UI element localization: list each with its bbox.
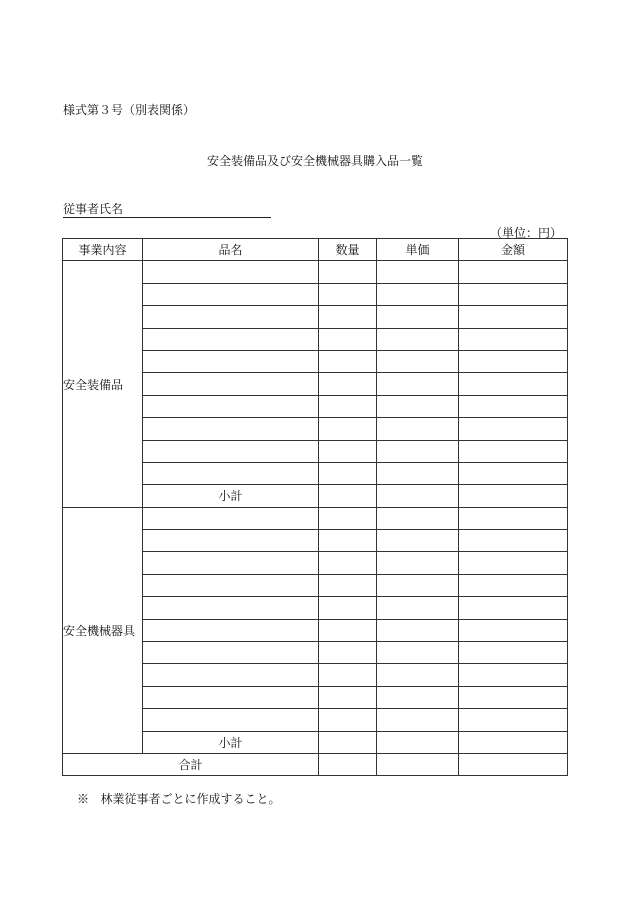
amount-cell[interactable] (459, 642, 568, 664)
quantity-cell[interactable] (319, 686, 377, 708)
quantity-cell[interactable] (319, 462, 377, 484)
purchase-table (62, 238, 568, 776)
unit-note: （単位：円） (489, 226, 562, 240)
subtotal-amount-cell[interactable] (459, 485, 568, 507)
unit-price-cell[interactable] (377, 328, 459, 350)
worker-name-blank[interactable] (123, 200, 271, 218)
header-cell: 事業内容 (63, 239, 143, 261)
category-cell: 安全機械器具 (63, 507, 143, 753)
amount-cell[interactable] (459, 328, 568, 350)
table-row (63, 507, 568, 529)
quantity-cell[interactable] (319, 597, 377, 619)
quantity-cell[interactable] (319, 709, 377, 731)
amount-cell[interactable] (459, 709, 568, 731)
unit-price-cell[interactable] (377, 373, 459, 395)
amount-cell[interactable] (459, 261, 568, 283)
document-title: 安全装備品及び安全機械器具購入品一覧 (206, 154, 423, 168)
amount-cell[interactable] (459, 395, 568, 417)
unit-price-cell[interactable] (377, 350, 459, 372)
footnote-text: 林業従事者ごとに作成すること。 (100, 792, 281, 806)
item-name-cell[interactable] (143, 462, 319, 484)
quantity-cell[interactable] (319, 664, 377, 686)
quantity-cell[interactable] (319, 619, 377, 641)
subtotal-unit-price-cell[interactable] (377, 485, 459, 507)
item-name-cell[interactable] (143, 283, 319, 305)
table-row (63, 261, 568, 283)
item-name-cell[interactable] (143, 574, 319, 596)
unit-price-cell[interactable] (377, 440, 459, 462)
amount-cell[interactable] (459, 619, 568, 641)
total-unit-price-cell[interactable] (377, 753, 459, 775)
unit-price-cell[interactable] (377, 552, 459, 574)
quantity-cell[interactable] (319, 261, 377, 283)
category-cell: 安全装備品 (63, 261, 143, 507)
amount-cell[interactable] (459, 552, 568, 574)
quantity-cell[interactable] (319, 395, 377, 417)
header-cell: 単価 (377, 239, 459, 261)
item-name-cell[interactable] (143, 306, 319, 328)
item-name-cell[interactable] (143, 507, 319, 529)
item-name-cell[interactable] (143, 440, 319, 462)
amount-cell[interactable] (459, 350, 568, 372)
item-name-cell[interactable] (143, 664, 319, 686)
amount-cell[interactable] (459, 574, 568, 596)
amount-cell[interactable] (459, 686, 568, 708)
item-name-cell[interactable] (143, 552, 319, 574)
unit-price-cell[interactable] (377, 462, 459, 484)
item-name-cell[interactable] (143, 350, 319, 372)
item-name-cell[interactable] (143, 373, 319, 395)
quantity-cell[interactable] (319, 306, 377, 328)
unit-price-cell[interactable] (377, 642, 459, 664)
item-name-cell[interactable] (143, 530, 319, 552)
worker-name-label: 従事者氏名 (63, 202, 124, 216)
total-label: 合計 (63, 753, 319, 775)
unit-price-cell[interactable] (377, 283, 459, 305)
item-name-cell[interactable] (143, 328, 319, 350)
item-name-cell[interactable] (143, 686, 319, 708)
amount-cell[interactable] (459, 440, 568, 462)
item-name-cell[interactable] (143, 597, 319, 619)
unit-price-cell[interactable] (377, 574, 459, 596)
subtotal-label: 小計 (143, 485, 319, 507)
subtotal-quantity-cell[interactable] (319, 485, 377, 507)
unit-price-cell[interactable] (377, 418, 459, 440)
amount-cell[interactable] (459, 507, 568, 529)
quantity-cell[interactable] (319, 283, 377, 305)
quantity-cell[interactable] (319, 574, 377, 596)
item-name-cell[interactable] (143, 261, 319, 283)
amount-cell[interactable] (459, 418, 568, 440)
header-cell: 金額 (459, 239, 568, 261)
quantity-cell[interactable] (319, 350, 377, 372)
item-name-cell[interactable] (143, 709, 319, 731)
amount-cell[interactable] (459, 306, 568, 328)
amount-cell[interactable] (459, 283, 568, 305)
quantity-cell[interactable] (319, 418, 377, 440)
worker-name-line (63, 200, 271, 218)
item-name-cell[interactable] (143, 619, 319, 641)
unit-price-cell[interactable] (377, 619, 459, 641)
amount-cell[interactable] (459, 530, 568, 552)
unit-price-cell[interactable] (377, 686, 459, 708)
quantity-cell[interactable] (319, 373, 377, 395)
subtotal-unit-price-cell[interactable] (377, 731, 459, 753)
total-row (63, 753, 568, 775)
header-cell: 品名 (143, 239, 319, 261)
quantity-cell[interactable] (319, 642, 377, 664)
form-number: 様式第３号（別表関係） (63, 103, 196, 117)
item-name-cell[interactable] (143, 418, 319, 440)
unit-price-cell[interactable] (377, 306, 459, 328)
item-name-cell[interactable] (143, 395, 319, 417)
total-amount-cell[interactable] (459, 753, 568, 775)
unit-price-cell[interactable] (377, 530, 459, 552)
quantity-cell[interactable] (319, 552, 377, 574)
footnote (77, 790, 280, 807)
subtotal-label: 小計 (143, 731, 319, 753)
unit-price-cell[interactable] (377, 261, 459, 283)
quantity-cell[interactable] (319, 440, 377, 462)
subtotal-amount-cell[interactable] (459, 731, 568, 753)
amount-cell[interactable] (459, 597, 568, 619)
quantity-cell[interactable] (319, 530, 377, 552)
amount-cell[interactable] (459, 664, 568, 686)
unit-price-cell[interactable] (377, 709, 459, 731)
unit-price-cell[interactable] (377, 395, 459, 417)
footnote-mark: ※ (77, 792, 90, 806)
header-row (63, 239, 568, 261)
quantity-cell[interactable] (319, 328, 377, 350)
unit-price-cell[interactable] (377, 664, 459, 686)
unit-price-cell[interactable] (377, 507, 459, 529)
header-cell: 数量 (319, 239, 377, 261)
subtotal-quantity-cell[interactable] (319, 731, 377, 753)
unit-price-cell[interactable] (377, 597, 459, 619)
total-quantity-cell[interactable] (319, 753, 377, 775)
item-name-cell[interactable] (143, 642, 319, 664)
quantity-cell[interactable] (319, 507, 377, 529)
amount-cell[interactable] (459, 373, 568, 395)
amount-cell[interactable] (459, 462, 568, 484)
